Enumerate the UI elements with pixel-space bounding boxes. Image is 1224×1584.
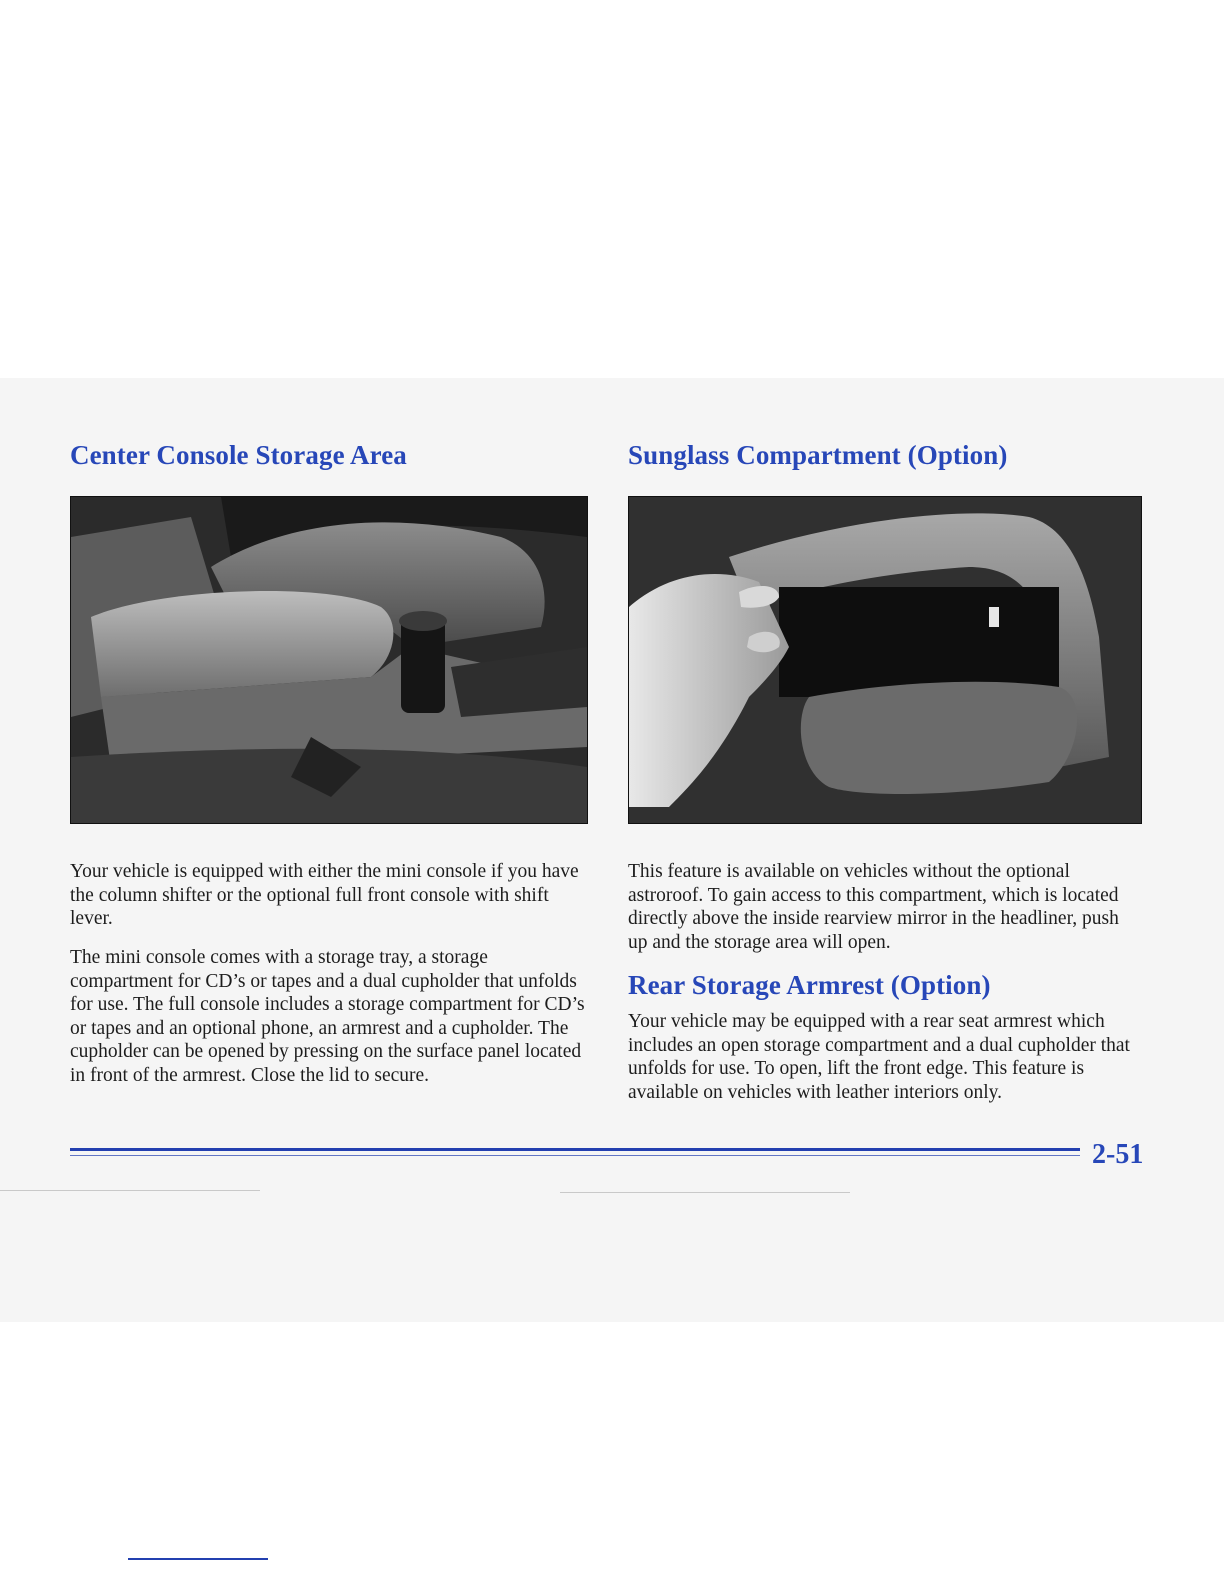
- rear-storage-armrest-heading: Rear Storage Armrest (Option): [628, 970, 991, 1000]
- page-number: 2-51: [1092, 1139, 1144, 1170]
- sunglass-compartment-paragraph: This feature is available on vehicles without the optional astroroof. To gain access to this compartment, which is located directly above the inside rearview mirror in the headliner, push up and the storage area will open.: [628, 861, 1119, 953]
- center-console-paragraph-2: The mini console comes with a storage tray, a storage compartment for CD’s or tapes and a dual cupholder that unfolds for use. The full console includes a storage compartment for CD’s or tapes and an optional phone, an armrest and a cupholder. The cupholder can be opened by pressing on the surface panel located in front of the armrest. Close the lid to secure.: [70, 947, 585, 1086]
- center-console-paragraph-1: Your vehicle is equipped with either the mini console if you have the column shifter or the optional full front console with shift lever.: [70, 861, 579, 929]
- rear-storage-armrest-paragraph: Your vehicle may be equipped with a rear seat armrest which includes an open storage compartment and a dual cupholder that unfolds for use. To open, lift the front edge. This feature is available on vehicles with leather interiors only.: [628, 1011, 1130, 1103]
- scan-edge-line: [0, 1190, 260, 1191]
- center-console-photo: [70, 496, 588, 824]
- sunglass-compartment-photo: [628, 496, 1142, 824]
- footer-rule: [70, 1148, 1080, 1151]
- center-console-heading: Center Console Storage Area: [70, 440, 407, 470]
- sunglass-compartment-heading: Sunglass Compartment (Option): [628, 440, 1008, 470]
- bottom-short-rule: [128, 1558, 268, 1560]
- scan-edge-line: [560, 1192, 850, 1193]
- footer-rule-thin: [70, 1155, 1080, 1156]
